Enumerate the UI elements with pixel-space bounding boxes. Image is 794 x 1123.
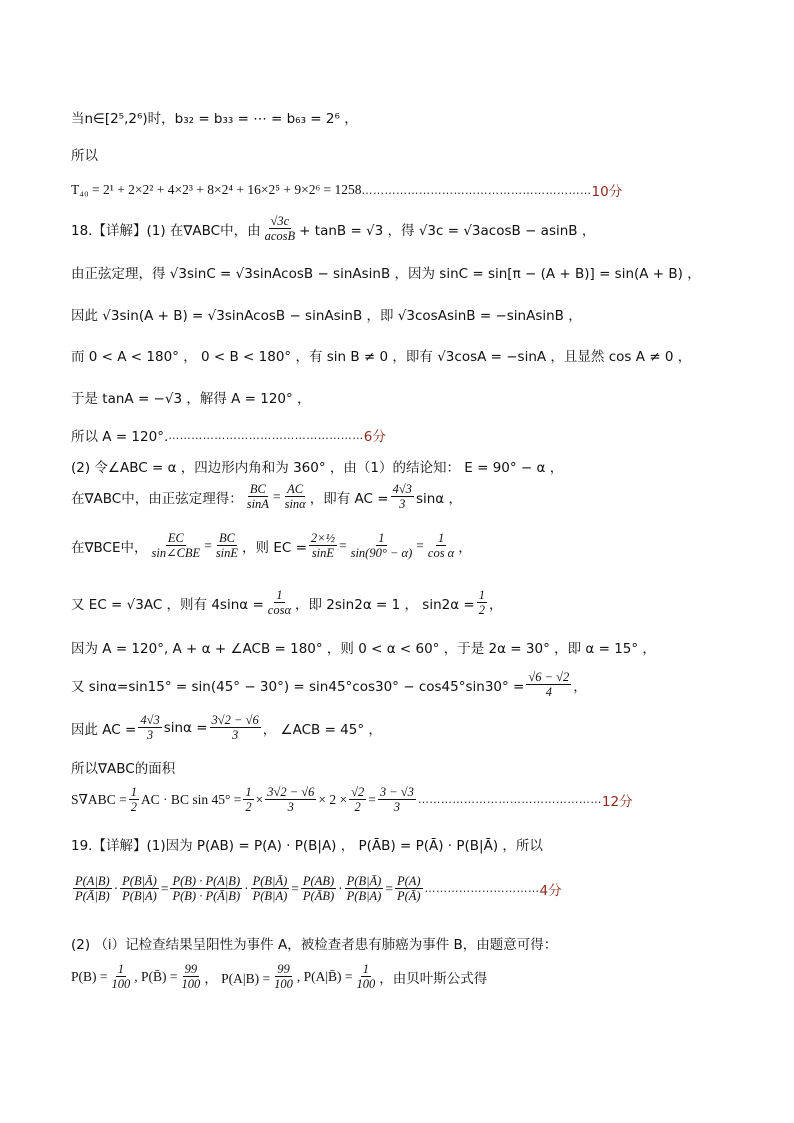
line-therefore xyxy=(71,144,731,164)
text: 所以 xyxy=(71,148,98,164)
fraction xyxy=(395,874,423,904)
fraction xyxy=(477,588,487,618)
numerator: 99 xyxy=(184,962,198,976)
fraction xyxy=(426,531,456,561)
numerator: AC xyxy=(287,482,304,496)
line-ac-value xyxy=(71,713,731,743)
fraction xyxy=(265,785,316,815)
text: 所以 A = 120°. xyxy=(71,429,169,445)
numerator: 3 − √3 xyxy=(379,785,414,799)
fraction xyxy=(301,874,336,904)
numerator: 1 xyxy=(437,531,445,545)
numerator: √6 − √2 xyxy=(528,670,570,684)
leader-dots: …………………………………………… xyxy=(168,428,364,442)
denominator: 100 xyxy=(181,977,201,992)
line-alpha-value xyxy=(71,637,731,657)
denominator: sinE xyxy=(311,546,335,561)
text: 由正弦定理，得 √3sinC = √3sinAcosB − sinAsinB ，因为 sinC = sin[π − (A + B)] = sin(A + B) ， xyxy=(71,266,701,282)
text: ， xyxy=(488,596,503,613)
fraction xyxy=(349,785,366,815)
numerator: EC xyxy=(167,531,184,545)
text: 因为 A = 120°, A + α + ∠ACB = 180° ，则 0 < α < 60° ，于是 2α = 30° ，即 α = 15° ， xyxy=(71,641,656,657)
denominator: 3 xyxy=(146,728,154,743)
line-area-intro xyxy=(71,757,731,777)
text: ， ∠ACB = 45° ， xyxy=(262,721,382,738)
denominator: 2 xyxy=(354,800,361,815)
fraction xyxy=(345,874,384,904)
denominator: 100 xyxy=(274,977,293,992)
text: × 2 × xyxy=(318,791,348,807)
text: 所以∇ABC的面积 xyxy=(71,761,176,777)
line-part-2-events xyxy=(71,933,731,953)
fraction xyxy=(391,482,414,512)
text: × xyxy=(255,791,264,807)
numerator: P(B|Ā) xyxy=(252,874,288,888)
score-label: 4分 xyxy=(539,882,562,899)
fraction xyxy=(526,670,571,700)
denominator: P(B) · P(Ā|B) xyxy=(172,889,241,904)
denominator: sinA xyxy=(246,497,269,512)
fraction xyxy=(73,874,112,904)
denominator: P(B|A) xyxy=(122,889,157,904)
numerator: 3√2 − √6 xyxy=(211,713,259,727)
fraction xyxy=(309,531,337,561)
denominator: 3 xyxy=(232,728,239,743)
line-bayes-ratio: $\frac{P(A|B)}{P(Ā|B)}$ · $\frac{P(B|Ā)}{P(B|A)}$ = $\frac{P(B) \cdot P(A|B)}{P(B) \cdot P(Ā|B)}$ · $\frac{P(B|Ā)}{P(B|A)}$ = $\frac{P(AB)}{P(ĀB)}$ · $\frac{P(B|Ā)}{P(B|A)}$ = $\frac{P(A)}{P(Ā)}$ ………………………… 4分 xyxy=(75,874,562,904)
score-label: 10分 xyxy=(591,184,623,200)
numerator: 1 xyxy=(362,962,370,976)
numerator: 1 xyxy=(276,588,283,602)
fraction xyxy=(214,531,240,561)
line-case-n xyxy=(71,107,731,127)
numerator: BC xyxy=(249,482,266,496)
numerator: 4√3 xyxy=(140,713,160,727)
fraction xyxy=(283,482,308,512)
fraction xyxy=(210,713,261,743)
line-range xyxy=(71,345,731,365)
denominator: 100 xyxy=(356,977,376,992)
numerator: 99 xyxy=(277,962,290,976)
numerator: P(AB) xyxy=(302,874,335,888)
denominator: sinα xyxy=(284,497,306,512)
fraction xyxy=(170,874,242,904)
numerator: BC xyxy=(218,531,235,545)
text: , P(A|B̄) = xyxy=(296,968,353,984)
denominator: 4 xyxy=(545,685,552,700)
line-sin15 xyxy=(71,670,731,700)
denominator: acosB xyxy=(264,229,296,244)
text: 在∇BCE中， xyxy=(71,539,148,556)
denominator: P(B|A) xyxy=(252,889,288,904)
denominator: P(ĀB) xyxy=(302,889,335,904)
denominator: 3 xyxy=(399,497,406,512)
numerator: P(B|Ā) xyxy=(122,874,157,888)
denominator: 2 xyxy=(478,603,485,618)
denominator: sinE xyxy=(215,546,239,561)
numerator: 2×½ xyxy=(310,531,335,545)
numerator: √2 xyxy=(351,785,365,799)
denominator: cosα xyxy=(267,603,292,618)
text: (2) 令∠ABC = α ，四边形内角和为 360° ，由（1）的结论知： E = 90° − α ， xyxy=(71,460,564,476)
denominator: sin∠CBE xyxy=(151,546,201,561)
score-label: 6分 xyxy=(363,429,386,445)
line-problem-19-start xyxy=(71,834,731,854)
line-tan xyxy=(71,387,731,407)
text: , P(B̄) = xyxy=(134,968,178,984)
fraction xyxy=(245,482,271,512)
text: 当n∈[2⁵,2⁶)时，b₃₂ = b₃₃ = ⋯ = b₆₃ = 2⁶ ， xyxy=(71,111,358,127)
leader-dots: ………………………… xyxy=(424,882,540,896)
text: ， xyxy=(458,539,472,556)
numerator: P(A|B) xyxy=(75,874,110,888)
text: ，即 2sin2α = 1 ， sin2α = xyxy=(295,596,475,613)
fraction xyxy=(180,962,203,992)
denominator: P(Ā) xyxy=(396,889,421,904)
fraction xyxy=(263,214,298,244)
denominator: 2 xyxy=(245,800,252,815)
denominator: P(B|A) xyxy=(346,889,382,904)
text: ，则 EC = xyxy=(242,539,307,556)
line-part-2 xyxy=(71,456,731,476)
line-bce: 在∇BCE中， $\frac{EC}{\text{sin∠CBE}}$ = $\frac{BC}{\sin E}$ ，则 EC = $\frac{\text{2×½}}{\sin E}$ = $\frac{1}{\sin(90^\circ - \alpha)}$ = $\frac{1}{\text{cos α}}$ ， xyxy=(71,531,472,561)
text: 因此 AC = xyxy=(71,721,137,738)
text: 又 EC = √3AC ，则有 4sinα = xyxy=(71,596,264,613)
text: ， P(A|B) = xyxy=(204,970,271,986)
fraction xyxy=(110,962,133,992)
fraction xyxy=(251,874,290,904)
fraction xyxy=(355,962,378,992)
numerator: √3c xyxy=(270,214,290,228)
fraction xyxy=(272,962,295,992)
text: 在∇ABC中，由正弦定理得： xyxy=(71,490,243,507)
line-area-formula xyxy=(71,785,731,815)
line-probabilities xyxy=(71,962,731,992)
denominator: P(Ā|B) xyxy=(75,889,110,904)
fraction xyxy=(129,785,139,815)
text: sinα = xyxy=(163,719,208,736)
numerator: P(B) · P(A|B) xyxy=(172,874,241,888)
text: S∇ABC = xyxy=(71,791,127,807)
numerator: 1 xyxy=(478,588,485,602)
fraction xyxy=(266,588,293,618)
fraction xyxy=(243,785,253,815)
numerator: 3√2 − √6 xyxy=(267,785,315,799)
leader-dots: …………………………………………………… xyxy=(361,183,592,197)
numerator: P(B|Ā) xyxy=(346,874,382,888)
numerator: 1 xyxy=(245,785,252,799)
fraction xyxy=(349,531,415,561)
text: + tanB = √3 ，得 √3c = √3acosB − asinB ， xyxy=(299,222,596,239)
line-ec-relation xyxy=(71,588,731,618)
formula: T₄₀ = 2¹ + 2×2² + 4×2³ + 8×2⁴ + 16×2⁵ + 9×2⁶ = 1258 xyxy=(71,182,362,197)
text: 而 0 < A < 180° ， 0 < B < 180° ，有 sin B ≠ 0 ，即有 √3cosA = −sinA ，且显然 cos A ≠ 0 ， xyxy=(71,349,692,365)
line-sine-rule xyxy=(71,262,731,282)
text: AC · BC sin 45° = xyxy=(140,791,242,807)
line-result-a xyxy=(71,425,731,445)
text: (2) （i）记检查结果呈阳性为事件 A，被检查者患有肺癌为事件 B，由题意可得： xyxy=(71,937,558,953)
text: 19.【详解】(1)因为 P(AB) = P(A) · P(B|A) ， P(ĀB) = P(Ā) · P(B|Ā) ，所以 xyxy=(71,838,543,854)
text: = xyxy=(368,791,376,807)
line-hence xyxy=(71,304,731,324)
leader-dots: ………………………………………… xyxy=(417,793,602,807)
fraction xyxy=(120,874,159,904)
numerator: 4√3 xyxy=(392,482,412,496)
text: ，即有 AC = xyxy=(309,490,389,507)
fraction xyxy=(378,785,416,815)
line-abc-sine-rule: 在∇ABC中，由正弦定理得： $\frac{BC}{\sin A}$ = $\frac{AC}{\sin\alpha}$ ，即有 AC = $\frac{4√3}{3}$ sinα ， xyxy=(71,482,462,512)
text: P(B) = xyxy=(71,968,108,984)
text: 因此 √3sin(A + B) = √3sinAcosB − sinAsinB ，即 √3cosAsinB = −sinAsinB ， xyxy=(71,308,582,324)
numerator: 1 xyxy=(378,531,385,545)
denominator: 2 xyxy=(130,800,137,815)
denominator: 3 xyxy=(393,800,400,815)
denominator: cos α xyxy=(427,546,455,561)
text: ，由贝叶斯公式得 xyxy=(379,970,488,987)
score-label: 12分 xyxy=(601,793,633,810)
text: ， xyxy=(573,678,587,695)
line-problem-18-start xyxy=(71,214,731,244)
denominator: sin(90° − α) xyxy=(350,546,413,561)
line-t40-sum xyxy=(71,180,731,200)
denominator: 100 xyxy=(111,977,131,992)
numerator: 1 xyxy=(117,962,124,976)
text: 于是 tanA = −√3 ，解得 A = 120° ， xyxy=(71,391,311,407)
text: 又 sinα=sin15° = sin(45° − 30°) = sin45°cos30° − cos45°sin30° = xyxy=(71,678,525,695)
fraction xyxy=(150,531,203,561)
text: sinα ， xyxy=(415,490,462,507)
text: 18.【详解】(1) 在∇ABC中，由 xyxy=(71,222,261,239)
numerator: 1 xyxy=(130,785,137,799)
denominator: 3 xyxy=(287,800,294,815)
fraction xyxy=(138,713,161,743)
numerator: P(A) xyxy=(396,874,421,888)
